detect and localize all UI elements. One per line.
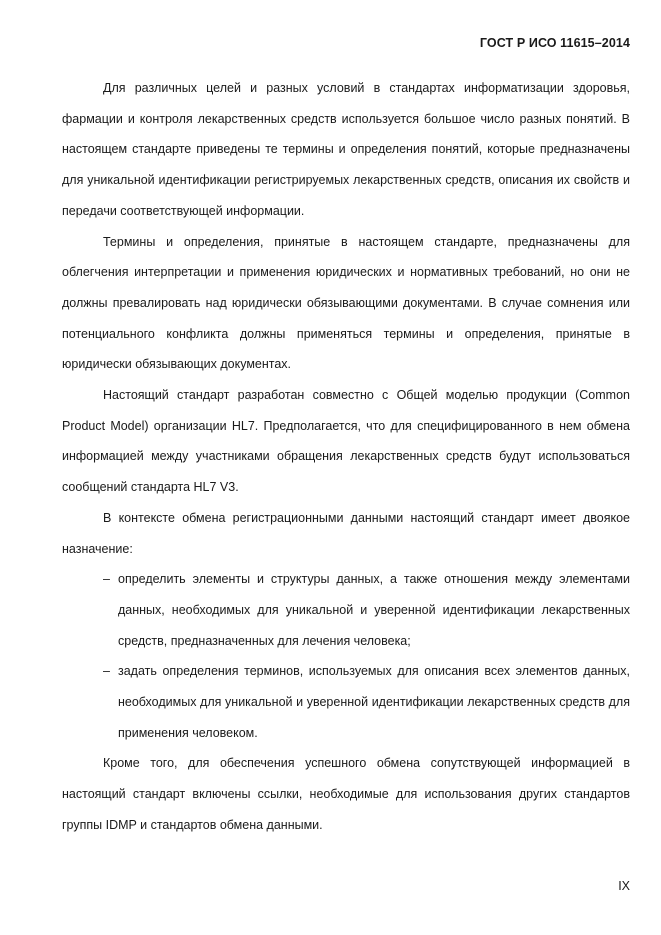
list-item — [103, 656, 630, 748]
paragraph-intro: Для различных целей и разных условий в стандартах информатизации здоровья, фармации и контроля лекарственных средств используется большое число разных понятий. В настоящем стандарте приведены те термины и определения понятий, которые предназначены для уникальной идентификации регистрируемых лекарственных средств, описания их свойств и передачи соответствующей информации. — [62, 81, 630, 218]
page-number: IX — [618, 879, 630, 893]
purpose-list — [62, 564, 630, 748]
paragraph-purpose: В контексте обмена регистрационными данными настоящий стандарт имеет двоякое назначение: — [62, 510, 630, 556]
dash-marker: – — [103, 664, 110, 679]
list-item — [103, 564, 630, 656]
list-item-text: задать определения терминов, используемых для описания всех элементов данных, необходимых для уникальной и уверенной идентификации лекарственных средств для применения человеком. — [118, 664, 630, 740]
paragraph-hl7: Настоящий стандарт разработан совместно с Общей моделью продукции (Common Product Model) организации HL7. Предполагается, что для специфицированного в нем обмена информацией между участниками обращения лекарственных средств будут использоваться сообщений стандарта HL7 V3. — [62, 388, 630, 495]
paragraph-terms: Термины и определения, принятые в настоящем стандарте, предназначены для облегчения интерпретации и применения юридических и нормативных требований, но они не должны превалировать над юридически обязывающими документами. В случае сомнения или потенциального конфликта должны применяться термины и определения, принятые в юридически обязывающих документах. — [62, 234, 630, 372]
list-item-text: определить элементы и структуры данных, а также отношения между элементами данных, необходимых для уникальной и уверенной идентификации лекарственных средств, предназначенных для лечения человека; — [118, 572, 630, 648]
document-header: ГОСТ Р ИСО 11615–2014 — [479, 36, 630, 50]
dash-marker: – — [103, 572, 110, 587]
document-body — [62, 73, 630, 841]
paragraph-references: Кроме того, для обеспечения успешного обмена сопутствующей информацией в настоящий стандарт включены ссылки, необходимые для использования других стандартов группы IDMP и стандартов обмена данными. — [62, 756, 630, 832]
